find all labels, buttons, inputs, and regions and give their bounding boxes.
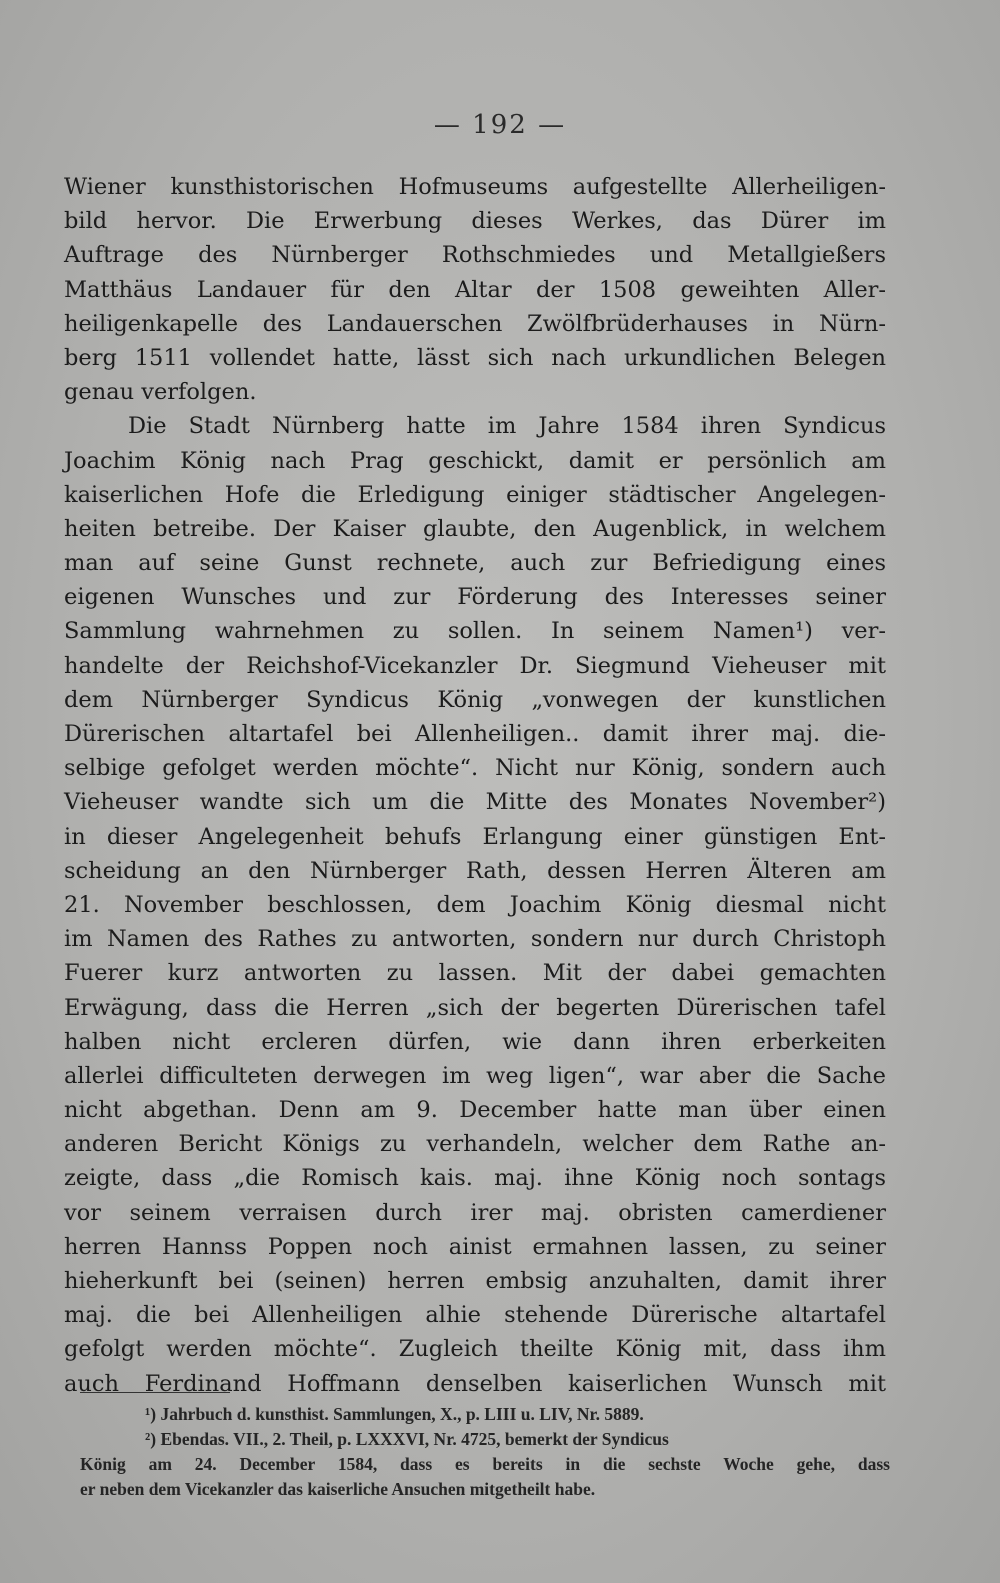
text-line: halben nicht ercleren dürfen, wie dann ihren erberkeiten <box>64 1028 886 1055</box>
text-line: herren Hannss Poppen noch ainist ermahnen lassen, zu seiner <box>64 1233 886 1260</box>
text-line: 21. November beschlossen, dem Joachim König diesmal nicht <box>64 891 886 918</box>
text-line: handelte der Reichshof-Vicekanzler Dr. Siegmund Vieheuser mit <box>64 652 886 679</box>
paragraph-start-line: Die Stadt Nürnberg hatte im Jahre 1584 ihren Syndicus <box>128 413 886 440</box>
footnote-2: ²) Ebendas. VII., 2. Theil, p. LXXXVI, Nr. 4725, bemerkt der Syndicus <box>145 1429 669 1449</box>
text-line: scheidung an den Nürnberger Rath, dessen Herren Älteren am <box>64 857 886 884</box>
text-line: gefolgt werden möchte“. Zugleich theilte König mit, dass ihm <box>64 1336 886 1363</box>
text-line: Joachim König nach Prag geschickt, damit er persönlich am <box>64 447 886 474</box>
text-line: Wiener kunsthistorischen Hofmuseums aufgestellte Allerheiligen- <box>64 174 886 200</box>
text-line: Erwägung, dass die Herren „sich der begerten Dürerischen tafel <box>64 994 886 1021</box>
text-line: im Namen des Rathes zu antworten, sondern nur durch Christoph <box>64 926 886 953</box>
text-line: hieherkunft bei (seinen) herren embsig anzuhalten, damit ihrer <box>64 1268 886 1294</box>
text-line: Auftrage des Nürnberger Rothschmiedes und Metallgießers <box>64 242 886 269</box>
text-line: dem Nürnberger Syndicus König „vonwegen der kunstlichen <box>64 686 886 713</box>
footnote-divider <box>80 1392 230 1393</box>
footnote-2-continued: er neben dem Vicekanzler das kaiserliche Ansuchen mitgetheilt habe. <box>80 1479 596 1499</box>
text-line: heiligenkapelle des Landauerschen Zwölfbrüderhauses in Nürn- <box>64 310 886 337</box>
text-line: kaiserlichen Hofe die Erledigung einiger städtischer Angelegen- <box>64 481 886 508</box>
text-line: Matthäus Landauer für den Altar der 1508 geweihten Aller- <box>64 276 886 303</box>
text-line: nicht abgethan. Denn am 9. December hatte man über einen <box>64 1097 886 1124</box>
text-line: eigenen Wunsches und zur Förderung des Interesses seiner <box>64 584 886 611</box>
footnote-2-continued: König am 24. December 1584, dass es bereits in die sechste Woche gehe, dass <box>80 1454 890 1474</box>
text-line: anderen Bericht Königs zu verhandeln, welcher dem Rathe an- <box>64 1131 886 1158</box>
text-line: heiten betreibe. Der Kaiser glaubte, den Augenblick, in welchem <box>64 515 886 542</box>
page-number: — 192 — <box>433 110 567 140</box>
footnotes <box>80 1402 890 1502</box>
text-line: zeigte, dass „die Romisch kais. maj. ihne König noch sontags <box>64 1165 886 1192</box>
text-line: man auf seine Gunst rechnete, auch zur Befriedigung eines <box>64 550 886 577</box>
text-line: Vieheuser wandte sich um die Mitte des Monates November²) <box>64 789 886 816</box>
text-line: selbige gefolget werden möchte“. Nicht nur König, sondern auch <box>64 755 886 782</box>
text-line: in dieser Angelegenheit behufs Erlangung einer günstigen Ent- <box>64 823 886 850</box>
text-line: maj. die bei Allenheiligen alhie stehende Dürerische altartafel <box>64 1302 886 1329</box>
body-text <box>64 170 886 1401</box>
text-line: vor seinem verraisen durch irer maj. obristen camerdiener <box>64 1199 886 1226</box>
text-line: allerlei difficulteten derwegen im weg ligen“, war aber die Sache <box>64 1062 886 1089</box>
text-line: genau verfolgen. <box>64 379 257 406</box>
text-line: berg 1511 vollendet hatte, lässt sich nach urkundlichen Belegen <box>64 344 886 371</box>
text-line: Sammlung wahrnehmen zu sollen. In seinem Namen¹) ver- <box>64 618 886 645</box>
text-line: Dürerischen altartafel bei Allenheiligen.. damit ihrer maj. die- <box>64 721 886 747</box>
text-line: auch Ferdinand Hoffmann denselben kaiserlichen Wunsch mit <box>64 1370 886 1397</box>
text-line: Fuerer kurz antworten zu lassen. Mit der dabei gemachten <box>64 960 886 987</box>
footnote-1: ¹) Jahrbuch d. kunsthist. Sammlungen, X., p. LIII u. LIV, Nr. 5889. <box>145 1404 644 1424</box>
text-line: bild hervor. Die Erwerbung dieses Werkes, das Dürer im <box>64 208 886 235</box>
